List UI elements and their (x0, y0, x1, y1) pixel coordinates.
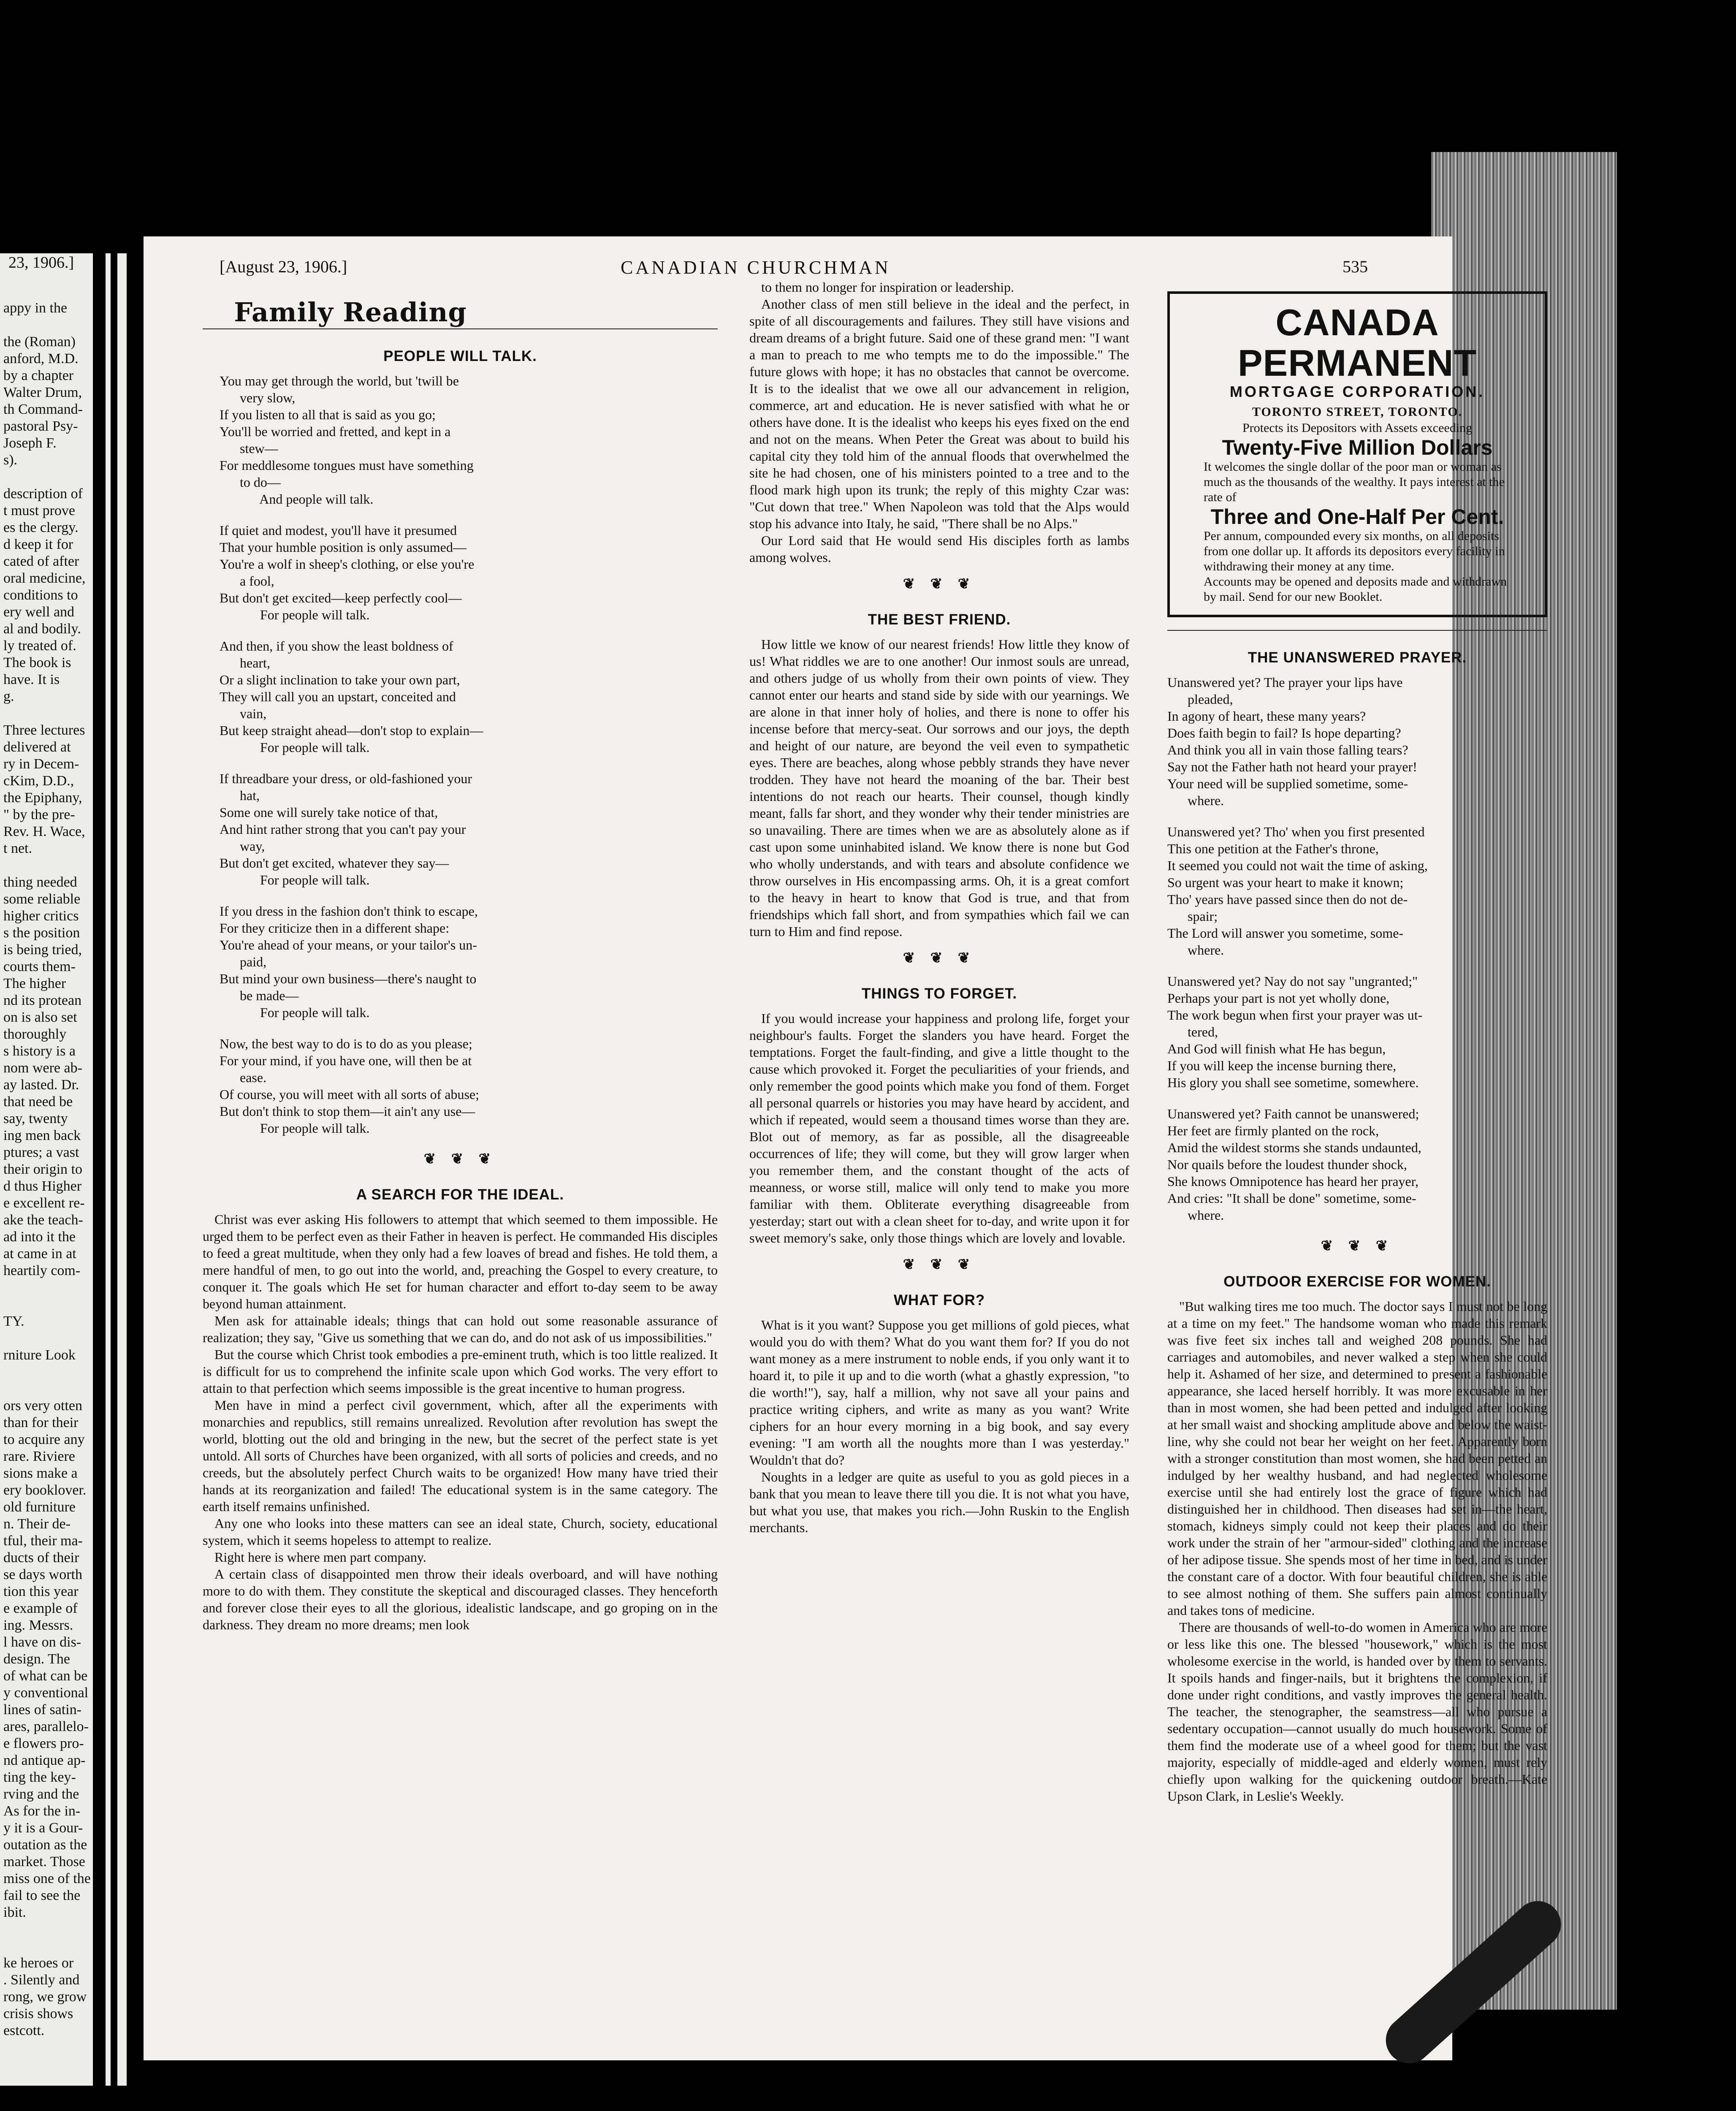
poem (1167, 674, 1547, 1224)
poem-title: THE UNANSWERED PRAYER. (1248, 649, 1467, 666)
facing-page-line: Joseph F. (3, 435, 57, 451)
facing-page-line: design. The (3, 1651, 71, 1667)
page-number: 535 (1343, 257, 1368, 276)
facing-page-line: e example of (3, 1601, 78, 1616)
paragraph: "But walking tires me too much. The doctor says I must not be long at a time on my feet." The handsome woman who made this remark was five feet six inches tall and weighed 208 pounds. She had carriages and automobiles, and never walked a step when she could help it. Ashamed of her size, and determined to present a fashionable appearance, she laced herself horribly. It was more excusable in her than in most women, she had been petted and indulged after looking at her small waist and shocking amplitude above and below the waist-line, why she could not bear her weight on her feet. Apparently born with a stronger constitution than most women, she had been petted an indulged by her wealthy husband, and had neglected wholesome exercise until she had entirely lost the grace of figure which had distinguished her in childhood. Then diseases had set in—the heart, stomach, kidneys simply could not keep their places and do their work under the strain of her "armour-sided" clothing and the increase of her adipose tissue. She spends most of her time in bed, and is under the constant care of a doctor. With four beautiful children, she is able to see almost nothing of them. She suffers pain almost continually and takes tons of medicine. (1167, 1299, 1547, 1618)
ad-subtitle: MORTGAGE CORPORATION. (1229, 383, 1485, 400)
facing-page-line: d thus Higher (3, 1178, 82, 1194)
poem-line: Or a slight inclination to take your own part, (220, 672, 460, 687)
facing-page-line: on is also set (3, 1009, 77, 1025)
facing-page-line: delivered at (3, 739, 71, 755)
facing-page-line: ad into it the (3, 1229, 76, 1245)
poem-line: You're a wolf in sheep's clothing, or else you're (220, 556, 475, 572)
poem-line: That your humble position is only assumed— (220, 540, 467, 555)
paragraph: But the course which Christ took embodies a pre-eminent truth, which is too little realized. It is difficult for us to comprehend the infinite scale upon which God works. The very effort to attain to that perfection which seems impossible is the great incentive to human progress. (203, 1347, 718, 1396)
paragraph: If you would increase your happiness and prolong life, forget your neighbour's faults. Forget the slanders you have heard. Forget the temptations. Forget the fault-finding, and give a little thought to the cause which provoked it. Forget the peculiarities of your friends, and only remember the good points which make you fond of them. Forget all personal quarrels or histories you may have heard by accident, and which if repeated, would seem a thousand times worse than they are. Blot out of memory, as far as possible, all the disagreeable occurrences of life; they will come, but they will grow larger when you remember them, and the constant thought of the acts of meanness, or worse still, malice will only tend to make you more familiar with them. Obliterate everything disagreeable from yesterday; start out with a clean sheet for to-day, and write upon it for sweet memory's sake, only those things which are lovely and lovable. (749, 1011, 1129, 1245)
poem-line: Now, the best way to do is to do as you please; (220, 1036, 472, 1051)
paragraph: Our Lord said that He would send His disciples forth as lambs among wolves. (749, 533, 1129, 565)
facing-page-line: ares, parallelo- (3, 1719, 89, 1734)
newspaper-page (144, 236, 1547, 2060)
facing-page-line: ing. Messrs. (3, 1617, 73, 1633)
facing-page-line: e flowers pro- (3, 1736, 84, 1751)
poem-line: You're ahead of your means, or your tailor's un- (220, 937, 477, 952)
poem-line: way, (220, 838, 265, 854)
facing-page-line: ors very otten (3, 1398, 82, 1414)
facing-page-line: t must prove (3, 503, 75, 518)
poem-line: stew— (220, 441, 278, 456)
facing-page-line: estcott. (3, 2023, 45, 2038)
poem-line: If you will keep the incense burning there, (1167, 1058, 1397, 1073)
stanza (1167, 823, 1547, 958)
article-body (749, 1316, 1129, 1536)
facing-page-line: crisis shows (3, 2006, 73, 2021)
divider (203, 328, 718, 329)
facing-page-line: Walter Drum, (3, 385, 82, 400)
poem-line: heart, (220, 655, 270, 670)
article-title: WHAT FOR? (893, 1292, 985, 1308)
ornament: ❦ ❦ ❦ (1321, 1238, 1394, 1254)
facing-page-line: rong, we grow (3, 1989, 87, 2005)
poem-line: But don't think to stop them—it ain't any use— (220, 1104, 475, 1119)
ornament: ❦ ❦ ❦ (903, 1257, 976, 1273)
ornament: ❦ ❦ ❦ (903, 950, 976, 966)
stanza (1167, 1105, 1547, 1224)
facing-page-line: than for their (3, 1415, 79, 1430)
facing-page-line: The higher (3, 976, 66, 991)
facing-page-line: y it is a Gour- (3, 1820, 83, 1836)
facing-page-line: cated of after (3, 554, 79, 569)
facing-page-line: ly treated of. (3, 638, 76, 654)
facing-page-line: nd antique ap- (3, 1753, 86, 1768)
facing-page-line: rving and the (3, 1786, 79, 1802)
poem-line: You may get through the world, but 'twill be (220, 373, 459, 388)
facing-page-line: market. Those (3, 1854, 85, 1870)
facing-page-line: As for the in- (3, 1803, 81, 1819)
facing-page-line: the (Roman) (3, 334, 76, 350)
facing-page-line: ting the key- (3, 1769, 76, 1785)
facing-page-line: appy in the (3, 300, 68, 316)
facing-page-line: n. Their de- (3, 1516, 71, 1532)
facing-page-line: their origin to (3, 1161, 82, 1177)
facing-page-line: ke heroes or (3, 1955, 74, 1971)
poem-line: So urgent was your heart to make it known; (1167, 875, 1404, 890)
facing-page-line: tful, their ma- (3, 1533, 83, 1549)
poem-line: Her feet are firmly planted on the rock, (1167, 1123, 1379, 1138)
poem-line: And then, if you show the least boldness of (220, 638, 453, 654)
poem-line: And God will finish what He has begun, (1167, 1041, 1386, 1056)
facing-page-line: ake the teach- (3, 1212, 83, 1228)
facing-page-line: thoroughly (3, 1026, 67, 1042)
poem-line: If you listen to all that is said as you go; (220, 407, 436, 422)
facing-page-line: the Epiphany, (3, 790, 82, 806)
column-2 (749, 279, 1129, 1536)
paragraph: What is it you want? Suppose you get millions of gold pieces, what would you do with them? What do you want them for? If you do not want money as a mere instrument to noble ends, if you only want it to hoard it, to pile it up and to die worth (what a ghastly expression, "to die worth!"), say, half a million, why not save all your pains and practice writing ciphers, and write as many as you want? Write ciphers for an hour every morning in a big book, and say every evening: "I am worth all the noughts more than I was yesterday." Wouldn't that do? (749, 1317, 1129, 1468)
publication-title: CANADIAN CHURCHMAN (621, 257, 891, 278)
facing-page-line: ptures; a vast (3, 1145, 79, 1160)
paragraph: to them no longer for inspiration or leadership. (761, 279, 1014, 295)
facing-page-line: ducts of their (3, 1550, 79, 1566)
poem-line: If you dress in the fashion don't think to escape, (220, 904, 478, 919)
facing-page-line: Three lectures (3, 722, 85, 738)
stanza (220, 1035, 718, 1137)
divider (1167, 630, 1547, 631)
facing-page-line: outation as the (3, 1837, 87, 1853)
poem-line: Nor quails before the loudest thunder shock, (1167, 1157, 1407, 1172)
poem-line: Amid the wildest storms she stands undaunted, (1167, 1140, 1421, 1155)
poem-line: where. (1167, 942, 1224, 958)
facing-page-line: some reliable (3, 891, 81, 907)
poem-line: Unanswered yet? Tho' when you first presented (1167, 824, 1425, 839)
poem (220, 372, 718, 1137)
facing-page-line: anford, M.D. (3, 351, 79, 366)
poem-line: And think you all in vain those falling tears? (1167, 742, 1408, 757)
facing-page-line: ery well and (3, 604, 75, 620)
poem-line: But don't get excited—keep perfectly cool— (220, 590, 462, 605)
article-body (749, 636, 1129, 940)
facing-page-line: by a chapter (3, 368, 74, 383)
paragraph: Any one who looks into these matters can see an ideal state, Church, society, educational system, which it seems hopeless to attempt to realize. (203, 1516, 718, 1548)
poem-line: The Lord will answer you sometime, some- (1167, 925, 1403, 941)
ad-assets: Twenty-Five Million Dollars (1222, 436, 1493, 459)
facing-page-line: miss one of the (3, 1871, 91, 1886)
facing-page-line: have. It is (3, 672, 60, 687)
facing-page-line: " by the pre- (3, 807, 75, 822)
poem-line: For meddlesome tongues must have something (220, 458, 474, 473)
poem-line: They will call you an upstart, conceited and (220, 689, 456, 704)
facing-page-line: cKim, D.D., (3, 773, 74, 789)
column-1 (203, 279, 718, 1633)
paragraph: How little we know of our nearest friends! How little they know of us! What riddles we are to one another! Our inmost souls are unread, and others judge of us wholly from their own points of view. They cannot enter our hearts and stand side by side with our yearnings. We are alone in that inner holy of holies, and there is none to offer his incense before that mercy-seat. Our sorrows and our joys, the depth and height of our nature, are beyond the veil even to sympathetic eyes. There are beaches, along whose pebbly strands they have never trodden. They have not heard the moaning of the bar. Their best intentions do not reach our hearts. Their counsel, though kindly meant, falls far short, and they wonder why their tender ministries are so unavailing. There are times when we are as absolutely alone as if cast upon some uninhabited island. We know there is none but God who wholly understands, and with tears and absolute confidence we throw ourselves in His encompassing arms. Oh, it is a great comfort to the heavy in heart to know that God is true, and that from friendships which fall short, and from sympathies which fail we can turn to Him and find repose. (749, 637, 1129, 939)
poem-line: Unanswered yet? Nay do not say "ungranted;" (1167, 974, 1418, 989)
facing-page-line: g. (3, 689, 14, 704)
facing-page-line: ing men back (3, 1128, 81, 1143)
facing-page-line: description of (3, 486, 83, 502)
paragraph: There are thousands of well-to-do women in America who are more or less like this one. The blessed "housework," which is the most wholesome exercise in the world, is handed over by them to servants. It spoils hands and finger-nails, but it brightens the complexion, if done under right conditions, and vastly improves the general health. The teacher, the stenographer, the seamstress—all who pursue a sedentary occupation—cannot usually do much housework. Some of them find the moderate use of a wheel good for them; but the vast majority, especially of middle-aged and elderly women, must rely chiefly upon walking for the quickening outdoor breath.—Kate Upson Clark, in Leslie's Weekly. (1167, 1620, 1547, 1804)
facing-page-line: t net. (3, 841, 32, 856)
facing-page-line: The book is (3, 655, 71, 670)
facing-page-line: TY. (3, 1313, 24, 1329)
article-title: OUTDOOR EXERCISE FOR WOMEN. (1223, 1273, 1491, 1290)
facing-page-line: higher critics (3, 908, 79, 924)
gutter-shadow (111, 0, 117, 2111)
ad-text: Per annum, compounded every six months, on all deposits from one dollar up. It affords its depositors every facility in withdrawing their money at any time. (1204, 529, 1505, 573)
article-title: THINGS TO FORGET. (861, 985, 1017, 1002)
facing-page-line: heartily com- (3, 1263, 81, 1278)
poem-line: For your mind, if you have one, will then be at (220, 1053, 472, 1068)
paragraph: Right here is where men part company. (214, 1549, 426, 1565)
poem-line: Of course, you will meet with all sorts of abuse; (220, 1087, 479, 1102)
ad-rate: Three and One-Half Per Cent. (1210, 505, 1504, 529)
stanza (220, 770, 718, 888)
poem-line: For they criticize then in a different shape: (220, 920, 450, 936)
poem-line: And people will talk. (220, 491, 374, 507)
poem-line: For people will talk. (220, 607, 370, 622)
poem-line: But mind your own business—there's naught to (220, 971, 477, 986)
poem-line: spair; (1167, 909, 1218, 924)
poem-line: For people will talk. (220, 740, 370, 755)
ad-address: TORONTO STREET, TORONTO. (1252, 405, 1463, 419)
advertisement (1167, 291, 1547, 617)
facing-page-line: to acquire any (3, 1432, 85, 1447)
poem-line: a fool, (220, 573, 274, 589)
ad-text: Accounts may be opened and deposits made and withdrawn by mail. Send for our new Booklet. (1204, 575, 1507, 604)
poem-title: PEOPLE WILL TALK. (383, 348, 537, 364)
stanza (220, 638, 718, 756)
facing-page-line: al and bodily. (3, 621, 81, 637)
poem-line: pleaded, (1167, 692, 1233, 707)
facing-page-line: Rev. H. Wace, (3, 824, 85, 839)
facing-page-line: courts them- (3, 959, 76, 974)
poem-line: vain, (220, 706, 267, 721)
facing-page-line: of what can be (3, 1668, 88, 1684)
facing-page-line: rniture Look (3, 1347, 76, 1363)
article-body (749, 279, 1129, 566)
ad-text: It welcomes the single dollar of the poor man or woman as much as the thousands of the wealthy. It pays interest at the rate of (1204, 460, 1505, 504)
ad-company-name: CANADA PERMANENT (1237, 301, 1477, 384)
poem-line: Say not the Father hath not heard your prayer! (1167, 759, 1417, 774)
facing-page-line: ery booklover. (3, 1482, 87, 1498)
poem-line: You'll be worried and fretted, and kept in a (220, 424, 451, 439)
article-body (203, 1211, 718, 1633)
paragraph: Men have in mind a perfect civil government, which, after all the experiments with monarchies and republics, still remains unrealized. Revolution after revolution has swept the world, blotting out the old and bringing in the new, but the secret of the perfect state is yet untold. All sorts of Churches have been organized, with all sorts of policies and creeds, and no creeds, but the absolutely perfect Church waits to be organized! How many have tried their hands at its reorganization and failed! The educational system is in the same category. The earth itself remains unfinished. (203, 1397, 718, 1514)
section-title: Family Reading (234, 297, 467, 328)
article-title: A SEARCH FOR THE IDEAL. (356, 1186, 564, 1203)
poem-line: tered, (1167, 1024, 1218, 1039)
paragraph: Noughts in a ledger are quite as useful to you as gold pieces in a bank that you mean to leave there till you die. It is not what you have, but what you use, that makes you rich.—John Ruskin to the English merchants. (749, 1469, 1129, 1535)
poem-line: Some one will surely take notice of that, (220, 805, 438, 820)
facing-page-line: s history is a (3, 1043, 76, 1059)
facing-page-line: at came in at (3, 1246, 76, 1262)
poem-line: But don't get excited, whatever they say— (220, 855, 449, 871)
facing-page-line: old furniture (3, 1499, 76, 1515)
stanza (220, 372, 718, 507)
facing-page-line: lines of satin- (3, 1702, 82, 1718)
facing-page-line: se days worth (3, 1567, 82, 1582)
facing-page-line: thing needed (3, 874, 77, 890)
poem-line: where. (1167, 1207, 1224, 1223)
poem-line: paid, (220, 954, 267, 969)
poem-line: If quiet and modest, you'll have it presumed (220, 523, 457, 538)
poem-line: In agony of heart, these many years? (1167, 708, 1366, 724)
paragraph: Another class of men still believe in the ideal and the perfect, in spite of all discouragements and failures. They still have visions and dream dreams of a bright future. Said one of these grand men: "I want a man to preach to me who tempts me to do the impossible." The future glows with hope; it has no obstacles that cannot be overcome. It is to the idealist that we owe all our advancement in religion, commerce, art and education. He is never satisfied with what he or others have done. It is the idealist who keeps his eyes fixed on the end and not on the means. When Peter the Great was about to build his capital city they told him of the annual floods that overwhelmed the site he had chosen, one of his ministers pointed to a tree and to the flood mark high upon its trunk; the reply of this mighty Czar was: "Cut down that tree." When Napoleon was told that the Alps would stop his advance into Italy, he said, "There shall be no Alps." (749, 296, 1129, 531)
facing-page-line: ry in Decem- (3, 756, 79, 772)
stanza (220, 903, 718, 1021)
facing-page-line: nd its protean (3, 993, 82, 1008)
poem-line: It seemed you could not wait the time of asking, (1167, 858, 1428, 873)
facing-page-line: ibit. (3, 1905, 26, 1920)
gutter-shadow (93, 0, 106, 2111)
stanza (1167, 973, 1547, 1091)
ornament: ❦ ❦ ❦ (903, 576, 976, 592)
paragraph: Christ was ever asking His followers to attempt that which seemed to them impossible. He urged them to be perfect even as their Father in heaven is perfect. He commanded His disciples to feed a great multitude, when they only had a few loaves of bread and fishes. He told them, a mere handful of men, to go out into the world, and, preaching the Gospel to every creature, to conquer it. The goals which He set for human character and effort to-day seem to be away beyond human attainment. (203, 1212, 718, 1311)
poem-line: His glory you shall see sometime, somewhere. (1167, 1075, 1419, 1090)
facing-page-line: s). (3, 452, 18, 468)
facing-page-line: es the clergy. (3, 520, 79, 535)
stanza (1167, 674, 1547, 809)
paragraph: A certain class of disappointed men throw their ideals overboard, and will have nothing more to do with them. They constitute the skeptical and discouraged classes. They henceforth and forever close their eyes to all the glorious, idealistic landscape, and go groping on in the darkness. They dream no more dreams; men look (203, 1566, 718, 1632)
poem-line: If threadbare your dress, or old-fashioned your (220, 771, 472, 786)
poem-line: ease. (220, 1070, 267, 1085)
facing-page-line: nom were ab- (3, 1060, 82, 1076)
column-3 (1167, 279, 1547, 1804)
facing-page-line: fail to see the (3, 1888, 81, 1903)
article-body (749, 1010, 1129, 1246)
poem-line: where. (1167, 793, 1224, 808)
poem-line: But keep straight ahead—don't stop to explain— (220, 723, 483, 738)
article-title: THE BEST FRIEND. (868, 611, 1011, 628)
facing-page-line: . Silently and (3, 1972, 80, 1988)
poem-line: For people will talk. (220, 1005, 370, 1020)
facing-page-line: oral medicine, (3, 570, 86, 586)
facing-page-line: sions make a (3, 1465, 78, 1481)
poem-line: be made— (220, 988, 299, 1003)
facing-page-line: that need be (3, 1094, 73, 1110)
poem-line: to do— (220, 475, 281, 490)
gutter-shadow (127, 0, 144, 2111)
poem-line: Perhaps your part is not yet wholly done, (1167, 990, 1390, 1006)
facing-page-line: y conventional (3, 1685, 89, 1701)
facing-page-line: rare. Riviere (3, 1449, 75, 1464)
poem-line: And hint rather strong that you can't pay your (220, 822, 466, 837)
poem-line: Does faith begin to fail? Is hope departing? (1167, 725, 1401, 741)
article-body (1167, 1298, 1547, 1804)
facing-page-line: is being tried, (3, 942, 82, 958)
ad-text: Protects its Depositors with Assets exceeding (1242, 421, 1473, 435)
poem-line: The work begun when first your prayer was ut- (1167, 1007, 1423, 1023)
facing-page-line: conditions to (3, 587, 78, 603)
facing-page-line: s the position (3, 925, 80, 941)
facing-page-line: tion this year (3, 1584, 79, 1599)
facing-page-line: ay lasted. Dr. (3, 1077, 79, 1093)
stanza (220, 522, 718, 623)
poem-line: She knows Omnipotence has heard her prayer, (1167, 1174, 1419, 1189)
running-date: [August 23, 1906.] (220, 257, 347, 276)
poem-line: Unanswered yet? Faith cannot be unanswered; (1167, 1106, 1419, 1121)
facing-page-line: e excellent re- (3, 1195, 85, 1211)
facing-page-line: say, twenty (3, 1111, 68, 1126)
poem-line: Tho' years have passed since then do not de- (1167, 892, 1408, 907)
poem-line: very slow, (220, 390, 296, 405)
poem-line: hat, (220, 788, 260, 803)
poem-line: For people will talk. (220, 1121, 370, 1136)
facing-page-running-head: 23, 1906.] (8, 254, 74, 271)
facing-page-line: d keep it for (3, 537, 73, 552)
poem-line: Your need will be supplied sometime, some- (1167, 776, 1408, 791)
poem-line: This one petition at the Father's throne, (1167, 841, 1379, 856)
facing-page (0, 253, 127, 2086)
paragraph: Men ask for attainable ideals; things that can hold out some reasonable assurance of realization; they say, "Give us something that we can do, and do not ask of us impossibilities." (203, 1313, 718, 1345)
poem-line: And cries: "It shall be done" sometime, some- (1167, 1191, 1416, 1206)
facing-page-line: pastoral Psy- (3, 418, 78, 434)
facing-page-line: th Command- (3, 402, 83, 417)
ornament: ❦ ❦ ❦ (423, 1151, 497, 1167)
poem-line: Unanswered yet? The prayer your lips have (1167, 675, 1403, 690)
facing-page-line: l have on dis- (3, 1634, 81, 1650)
poem-line: For people will talk. (220, 872, 370, 887)
